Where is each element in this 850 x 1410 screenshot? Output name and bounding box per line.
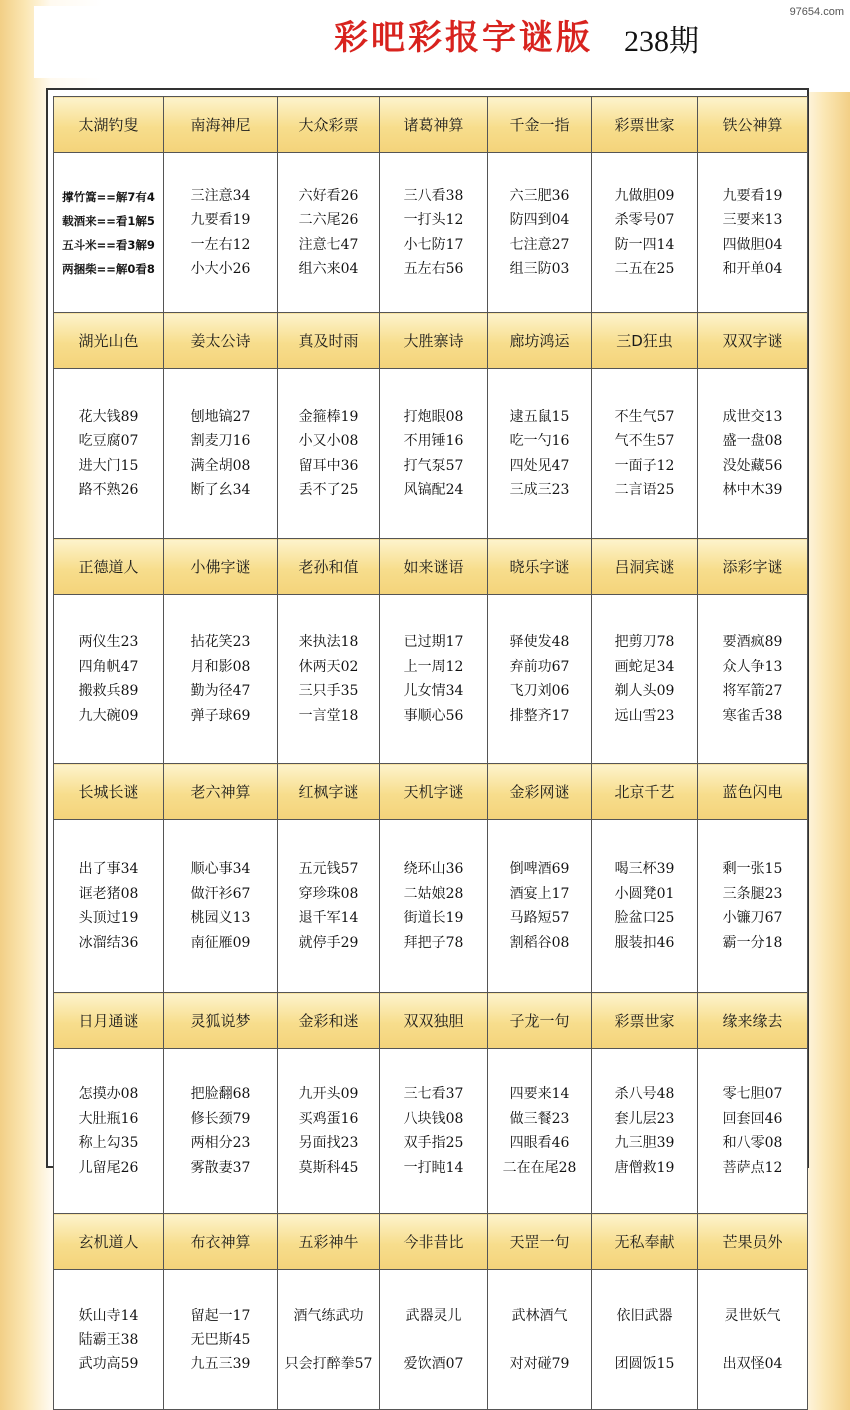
content-row xyxy=(54,820,808,993)
riddle-cell xyxy=(488,595,592,764)
column-header: 正德道人 xyxy=(54,539,164,595)
riddle-line: 九要看19 xyxy=(190,212,251,228)
riddle-cell xyxy=(592,595,698,764)
riddle-line: 搬救兵89 xyxy=(78,683,139,699)
riddle-cell xyxy=(698,1270,808,1410)
riddle-line: 霸一分18 xyxy=(722,934,783,951)
riddle-line: 来执法18 xyxy=(298,634,359,650)
riddle-line: 街道长19 xyxy=(403,910,464,926)
riddle-cell xyxy=(54,153,164,313)
riddle-line: 唐僧救19 xyxy=(614,1159,675,1176)
riddle-line: 五元钱57 xyxy=(298,861,359,877)
riddle-line: 剃人头09 xyxy=(614,683,675,699)
riddle-line: 丢不了25 xyxy=(298,482,359,498)
riddle-line: 团圆饭15 xyxy=(614,1355,675,1372)
riddle-cell xyxy=(54,369,164,539)
column-header: 芒果员外 xyxy=(698,1214,808,1270)
riddle-line: 满全胡08 xyxy=(190,457,251,474)
riddle-line: 九三胆39 xyxy=(614,1135,675,1151)
column-header: 大众彩票 xyxy=(278,97,380,153)
riddle-cell xyxy=(54,1270,164,1410)
blank-patch-left xyxy=(34,6,269,78)
riddle-line: 四做胆04 xyxy=(722,236,783,253)
riddle-line: 两仪生23 xyxy=(78,634,139,650)
content-row xyxy=(54,595,808,764)
riddle-line: 远山雪23 xyxy=(614,707,675,724)
riddle-line: 桃园义13 xyxy=(190,910,251,926)
riddle-line: 打气泵57 xyxy=(403,457,464,474)
column-header: 北京千艺 xyxy=(592,764,698,820)
riddle-line: 回套回46 xyxy=(722,1110,783,1127)
riddle-line: 莫斯科45 xyxy=(298,1159,359,1176)
riddle-line: 三成三23 xyxy=(509,482,570,498)
column-header: 千金一指 xyxy=(488,97,592,153)
riddle-line: 对对碰79 xyxy=(509,1355,570,1372)
riddle-line: 九大碗09 xyxy=(78,707,139,724)
column-header: 三D狂虫 xyxy=(592,313,698,369)
riddle-line: 路不熟26 xyxy=(78,482,139,498)
riddle-cell xyxy=(488,153,592,313)
riddle-line: 儿留尾26 xyxy=(78,1159,139,1176)
riddle-line: 三条腿23 xyxy=(722,885,783,902)
riddle-cell xyxy=(278,820,380,993)
riddle-line: 小又小08 xyxy=(298,433,359,449)
column-header: 五彩神牛 xyxy=(278,1214,380,1270)
riddle-cell xyxy=(380,595,488,764)
riddle-cell xyxy=(488,369,592,539)
riddle-cell xyxy=(698,1049,808,1214)
riddle-line: 休两天02 xyxy=(298,658,359,675)
content-row xyxy=(54,369,808,539)
riddle-line: 四角帆47 xyxy=(78,658,139,675)
column-header: 天机字谜 xyxy=(380,764,488,820)
riddle-line: 顺心事34 xyxy=(190,861,251,877)
riddle-line: 绕环山36 xyxy=(403,861,464,877)
riddle-line: 大肚瓶16 xyxy=(78,1110,139,1127)
riddle-line: 三注意34 xyxy=(190,187,251,204)
riddle-line: 剩一张15 xyxy=(722,861,783,877)
riddle-cell xyxy=(54,1049,164,1214)
riddle-line: 冰溜结36 xyxy=(78,934,139,951)
riddle-line: 倒啤酒69 xyxy=(509,861,570,877)
column-header: 姜太公诗 xyxy=(164,313,278,369)
column-header: 老孙和值 xyxy=(278,539,380,595)
riddle-line: 割稻谷08 xyxy=(509,934,570,951)
riddle-line: 两捆柴==解0看8 xyxy=(62,261,155,276)
column-header: 红枫字谜 xyxy=(278,764,380,820)
riddle-line: 风镐配24 xyxy=(403,482,464,498)
riddle-line: 小镰刀67 xyxy=(722,910,783,926)
riddle-line: 怎摸办08 xyxy=(78,1086,139,1102)
riddle-line: 诓老猪08 xyxy=(78,885,139,902)
riddle-line: 成世交13 xyxy=(722,408,783,425)
riddle-line: 进大门15 xyxy=(78,457,139,474)
riddle-cell xyxy=(164,369,278,539)
riddle-line: 爱饮酒07 xyxy=(403,1355,464,1372)
riddle-line: 陆霸王38 xyxy=(78,1331,139,1348)
column-header: 晓乐字谜 xyxy=(488,539,592,595)
riddle-line: 二姑娘28 xyxy=(403,885,464,902)
riddle-line: 做三餐23 xyxy=(509,1110,570,1127)
riddle-line: 金箍棒19 xyxy=(298,408,359,425)
riddle-cell xyxy=(164,1270,278,1410)
riddle-cell xyxy=(698,153,808,313)
riddle-line: 拜把子78 xyxy=(403,934,464,951)
riddle-line: 要酒疯89 xyxy=(722,634,783,650)
riddle-line: 双手指25 xyxy=(403,1135,464,1151)
riddle-line: 一言堂18 xyxy=(298,707,359,724)
riddle-line: 小七防17 xyxy=(403,236,464,253)
riddle-cell xyxy=(592,1049,698,1214)
column-header: 布衣神算 xyxy=(164,1214,278,1270)
column-header: 诸葛神算 xyxy=(380,97,488,153)
riddle-line: 事顺心56 xyxy=(403,707,464,724)
header-row xyxy=(54,539,808,595)
riddle-cell xyxy=(592,820,698,993)
column-header: 如来谜语 xyxy=(380,539,488,595)
column-header: 长城长谜 xyxy=(54,764,164,820)
riddle-line: 撑竹篙==解7有4 xyxy=(62,189,155,204)
riddle-line: 雾散妻37 xyxy=(190,1159,251,1176)
riddle-line: 留起一17 xyxy=(190,1307,251,1324)
riddle-line: 已过期17 xyxy=(403,634,464,650)
riddle-line: 四要来14 xyxy=(509,1086,570,1102)
riddle-line: 称上勾35 xyxy=(78,1135,139,1151)
riddle-line: 三八看38 xyxy=(403,187,464,204)
riddle-cell xyxy=(164,153,278,313)
riddle-line: 九要看19 xyxy=(722,187,783,204)
riddle-line: 弹子球69 xyxy=(190,707,251,724)
riddle-line: 五斗米==看3解9 xyxy=(62,237,155,252)
riddle-line: 排整齐17 xyxy=(509,707,570,724)
riddle-line: 两相分23 xyxy=(190,1135,251,1151)
riddle-line: 出双怪04 xyxy=(722,1355,783,1372)
riddle-cell xyxy=(698,369,808,539)
riddle-line: 和开单04 xyxy=(722,261,783,277)
riddle-line: 盛一盘08 xyxy=(722,433,783,449)
riddle-cell xyxy=(380,1270,488,1410)
riddle-line: 九做胆09 xyxy=(614,187,675,204)
riddle-line: 二六尾26 xyxy=(298,212,359,228)
issue-number: 238期 xyxy=(624,25,699,58)
header-row xyxy=(54,97,808,153)
riddle-line: 四眼看46 xyxy=(509,1135,570,1151)
riddle-line: 气不生57 xyxy=(614,433,675,449)
riddle-line: 不用锤16 xyxy=(403,433,464,449)
riddle-line: 八块钱08 xyxy=(403,1110,464,1127)
column-header: 双双字谜 xyxy=(698,313,808,369)
riddle-line: 酒宴上17 xyxy=(509,885,570,902)
riddle-line: 九开头09 xyxy=(298,1086,359,1102)
column-header: 真及时雨 xyxy=(278,313,380,369)
riddle-line: 打炮眼08 xyxy=(403,408,464,425)
riddle-cell xyxy=(54,595,164,764)
riddle-line: 杀八号48 xyxy=(614,1086,675,1102)
riddle-line xyxy=(488,1328,591,1352)
column-header: 湖光山色 xyxy=(54,313,164,369)
content-row xyxy=(54,1270,808,1410)
riddle-line: 套儿层23 xyxy=(614,1110,675,1127)
riddle-cell xyxy=(698,820,808,993)
riddle-cell xyxy=(278,1270,380,1410)
riddle-line: 酒气练武功 xyxy=(293,1307,364,1324)
content-row xyxy=(54,153,808,313)
riddle-line: 寒雀舌38 xyxy=(722,707,783,724)
riddle-line: 没处藏56 xyxy=(722,457,783,474)
riddle-line: 退千军14 xyxy=(298,910,359,926)
riddle-line: 勤为径47 xyxy=(190,683,251,699)
riddle-line: 武林酒气 xyxy=(511,1307,568,1324)
riddle-line: 把脸翻68 xyxy=(190,1086,251,1102)
riddle-line: 防一四14 xyxy=(614,236,675,253)
riddle-line: 组三防03 xyxy=(509,261,570,277)
riddle-line: 载酒来==看1解5 xyxy=(62,213,155,228)
riddle-cell xyxy=(164,820,278,993)
header-row xyxy=(54,993,808,1049)
riddle-line: 刨地镐27 xyxy=(190,408,251,425)
riddle-line: 另面找23 xyxy=(298,1135,359,1151)
header-row xyxy=(54,313,808,369)
riddle-cell xyxy=(278,595,380,764)
riddle-line: 武功高59 xyxy=(78,1355,139,1372)
riddle-line: 就停手29 xyxy=(298,934,359,951)
riddle-line: 三只手35 xyxy=(298,683,359,699)
riddle-line: 断了幺34 xyxy=(190,482,251,498)
column-header: 蓝色闪电 xyxy=(698,764,808,820)
riddle-line: 服装扣46 xyxy=(614,934,675,951)
column-header: 大胜寨诗 xyxy=(380,313,488,369)
header-row xyxy=(54,1214,808,1270)
column-header: 金彩和迷 xyxy=(278,993,380,1049)
riddle-line: 组六来04 xyxy=(298,261,359,277)
riddle-cell xyxy=(54,820,164,993)
riddle-line: 脸盆口25 xyxy=(614,910,675,926)
riddle-line: 只会打醉拳57 xyxy=(284,1355,373,1372)
riddle-line: 七注意27 xyxy=(509,236,570,253)
column-header: 小佛字谜 xyxy=(164,539,278,595)
riddle-line: 和八零08 xyxy=(722,1135,783,1151)
riddle-cell xyxy=(698,595,808,764)
column-header: 金彩网谜 xyxy=(488,764,592,820)
page-title: 彩吧彩报字谜版 xyxy=(334,18,593,58)
column-header: 双双独胆 xyxy=(380,993,488,1049)
riddle-cell xyxy=(164,595,278,764)
riddle-cell xyxy=(488,1270,592,1410)
column-header: 铁公神算 xyxy=(698,97,808,153)
riddle-line: 小大小26 xyxy=(190,261,251,277)
riddle-line: 吃豆腐07 xyxy=(78,433,139,449)
riddle-line: 留耳中36 xyxy=(298,457,359,474)
riddle-line: 逮五鼠15 xyxy=(509,408,570,425)
column-header: 无私奉献 xyxy=(592,1214,698,1270)
riddle-line: 一打头12 xyxy=(403,212,464,228)
riddle-line: 零七胆07 xyxy=(722,1086,783,1102)
riddle-line: 修长颈79 xyxy=(190,1110,251,1127)
column-header: 灵狐说梦 xyxy=(164,993,278,1049)
column-header: 老六神算 xyxy=(164,764,278,820)
column-header: 玄机道人 xyxy=(54,1214,164,1270)
riddle-line: 三七看37 xyxy=(403,1086,464,1102)
riddle-line xyxy=(698,1328,807,1352)
riddle-line: 画蛇足34 xyxy=(614,658,675,675)
riddle-line: 六三肥36 xyxy=(509,187,570,204)
riddle-line: 二在在尾28 xyxy=(502,1159,577,1176)
riddle-line: 防四到04 xyxy=(509,212,570,228)
column-header: 子龙一句 xyxy=(488,993,592,1049)
riddle-line: 三要来13 xyxy=(722,212,783,228)
site-watermark: 97654.com xyxy=(789,6,844,18)
riddle-cell xyxy=(592,369,698,539)
riddle-line: 将军箭27 xyxy=(722,683,783,699)
riddle-line xyxy=(278,1328,379,1352)
column-header: 日月通谜 xyxy=(54,993,164,1049)
riddle-line: 一面子12 xyxy=(614,457,675,474)
riddle-line: 拈花笑23 xyxy=(190,634,251,650)
riddle-line: 花大钱89 xyxy=(78,408,139,425)
riddle-line: 弃前功67 xyxy=(509,658,570,675)
riddle-line: 不生气57 xyxy=(614,408,675,425)
riddle-line: 五左右56 xyxy=(403,261,464,277)
riddle-line: 南征雁09 xyxy=(190,934,251,951)
riddle-cell xyxy=(488,1049,592,1214)
column-header: 太湖钓叟 xyxy=(54,97,164,153)
riddle-cell xyxy=(164,1049,278,1214)
riddle-line: 马路短57 xyxy=(509,910,570,926)
riddle-line: 吃一勺16 xyxy=(509,433,570,449)
column-header: 缘来缘去 xyxy=(698,993,808,1049)
riddle-line: 九五三39 xyxy=(190,1355,251,1372)
riddle-line: 飞刀刘06 xyxy=(509,683,570,699)
riddle-line: 上一周12 xyxy=(403,658,464,675)
riddle-cell xyxy=(278,369,380,539)
riddle-line: 月和影08 xyxy=(190,658,251,675)
riddle-line: 把剪刀78 xyxy=(614,634,675,650)
column-header: 今非昔比 xyxy=(380,1214,488,1270)
riddle-line: 四处见47 xyxy=(509,457,570,474)
riddle-line: 喝三杯39 xyxy=(614,861,675,877)
riddle-cell xyxy=(380,1049,488,1214)
riddle-line: 六好看26 xyxy=(298,187,359,204)
riddle-line: 林中木39 xyxy=(722,482,783,498)
column-header: 南海神尼 xyxy=(164,97,278,153)
riddle-line: 做汗衫67 xyxy=(190,885,251,902)
column-header: 吕洞宾谜 xyxy=(592,539,698,595)
riddle-line: 买鸡蛋16 xyxy=(298,1110,359,1127)
riddle-cell xyxy=(380,153,488,313)
column-header: 廊坊鸿运 xyxy=(488,313,592,369)
riddle-line: 众人争13 xyxy=(722,658,783,675)
riddle-line xyxy=(380,1328,487,1352)
riddle-line: 头顶过19 xyxy=(78,910,139,926)
riddle-line: 割麦刀16 xyxy=(190,433,251,449)
content-row xyxy=(54,1049,808,1214)
riddle-line: 菩萨点12 xyxy=(722,1159,783,1176)
riddle-line: 穿珍珠08 xyxy=(298,885,359,902)
riddle-line: 儿女情34 xyxy=(403,683,464,699)
column-header: 添彩字谜 xyxy=(698,539,808,595)
riddle-line: 注意七47 xyxy=(298,236,359,253)
riddle-line: 妖山寺14 xyxy=(78,1307,139,1324)
riddle-line: 二五在25 xyxy=(614,261,675,277)
riddle-line: 一左右12 xyxy=(190,236,251,253)
riddle-line: 无巴斯45 xyxy=(190,1331,251,1348)
header-row xyxy=(54,764,808,820)
riddle-cell xyxy=(278,1049,380,1214)
riddle-line: 灵世妖气 xyxy=(724,1307,781,1324)
column-header: 彩票世家 xyxy=(592,993,698,1049)
riddle-cell xyxy=(592,1270,698,1410)
column-header: 天罡一句 xyxy=(488,1214,592,1270)
riddle-line: 依旧武器 xyxy=(616,1307,673,1324)
riddle-cell xyxy=(380,369,488,539)
riddle-line: 二言语25 xyxy=(614,482,675,498)
riddle-table xyxy=(53,96,808,1410)
riddle-cell xyxy=(488,820,592,993)
riddle-line: 一打盹14 xyxy=(403,1159,464,1176)
riddle-line xyxy=(592,1328,697,1352)
riddle-line: 小圆凳01 xyxy=(614,885,675,902)
riddle-line: 驿使发48 xyxy=(509,634,570,650)
riddle-line: 武器灵儿 xyxy=(405,1307,462,1324)
riddle-cell xyxy=(380,820,488,993)
riddle-cell xyxy=(592,153,698,313)
riddle-line: 杀零号07 xyxy=(614,212,675,228)
column-header: 彩票世家 xyxy=(592,97,698,153)
riddle-line: 出了事34 xyxy=(78,861,139,877)
riddle-cell xyxy=(278,153,380,313)
